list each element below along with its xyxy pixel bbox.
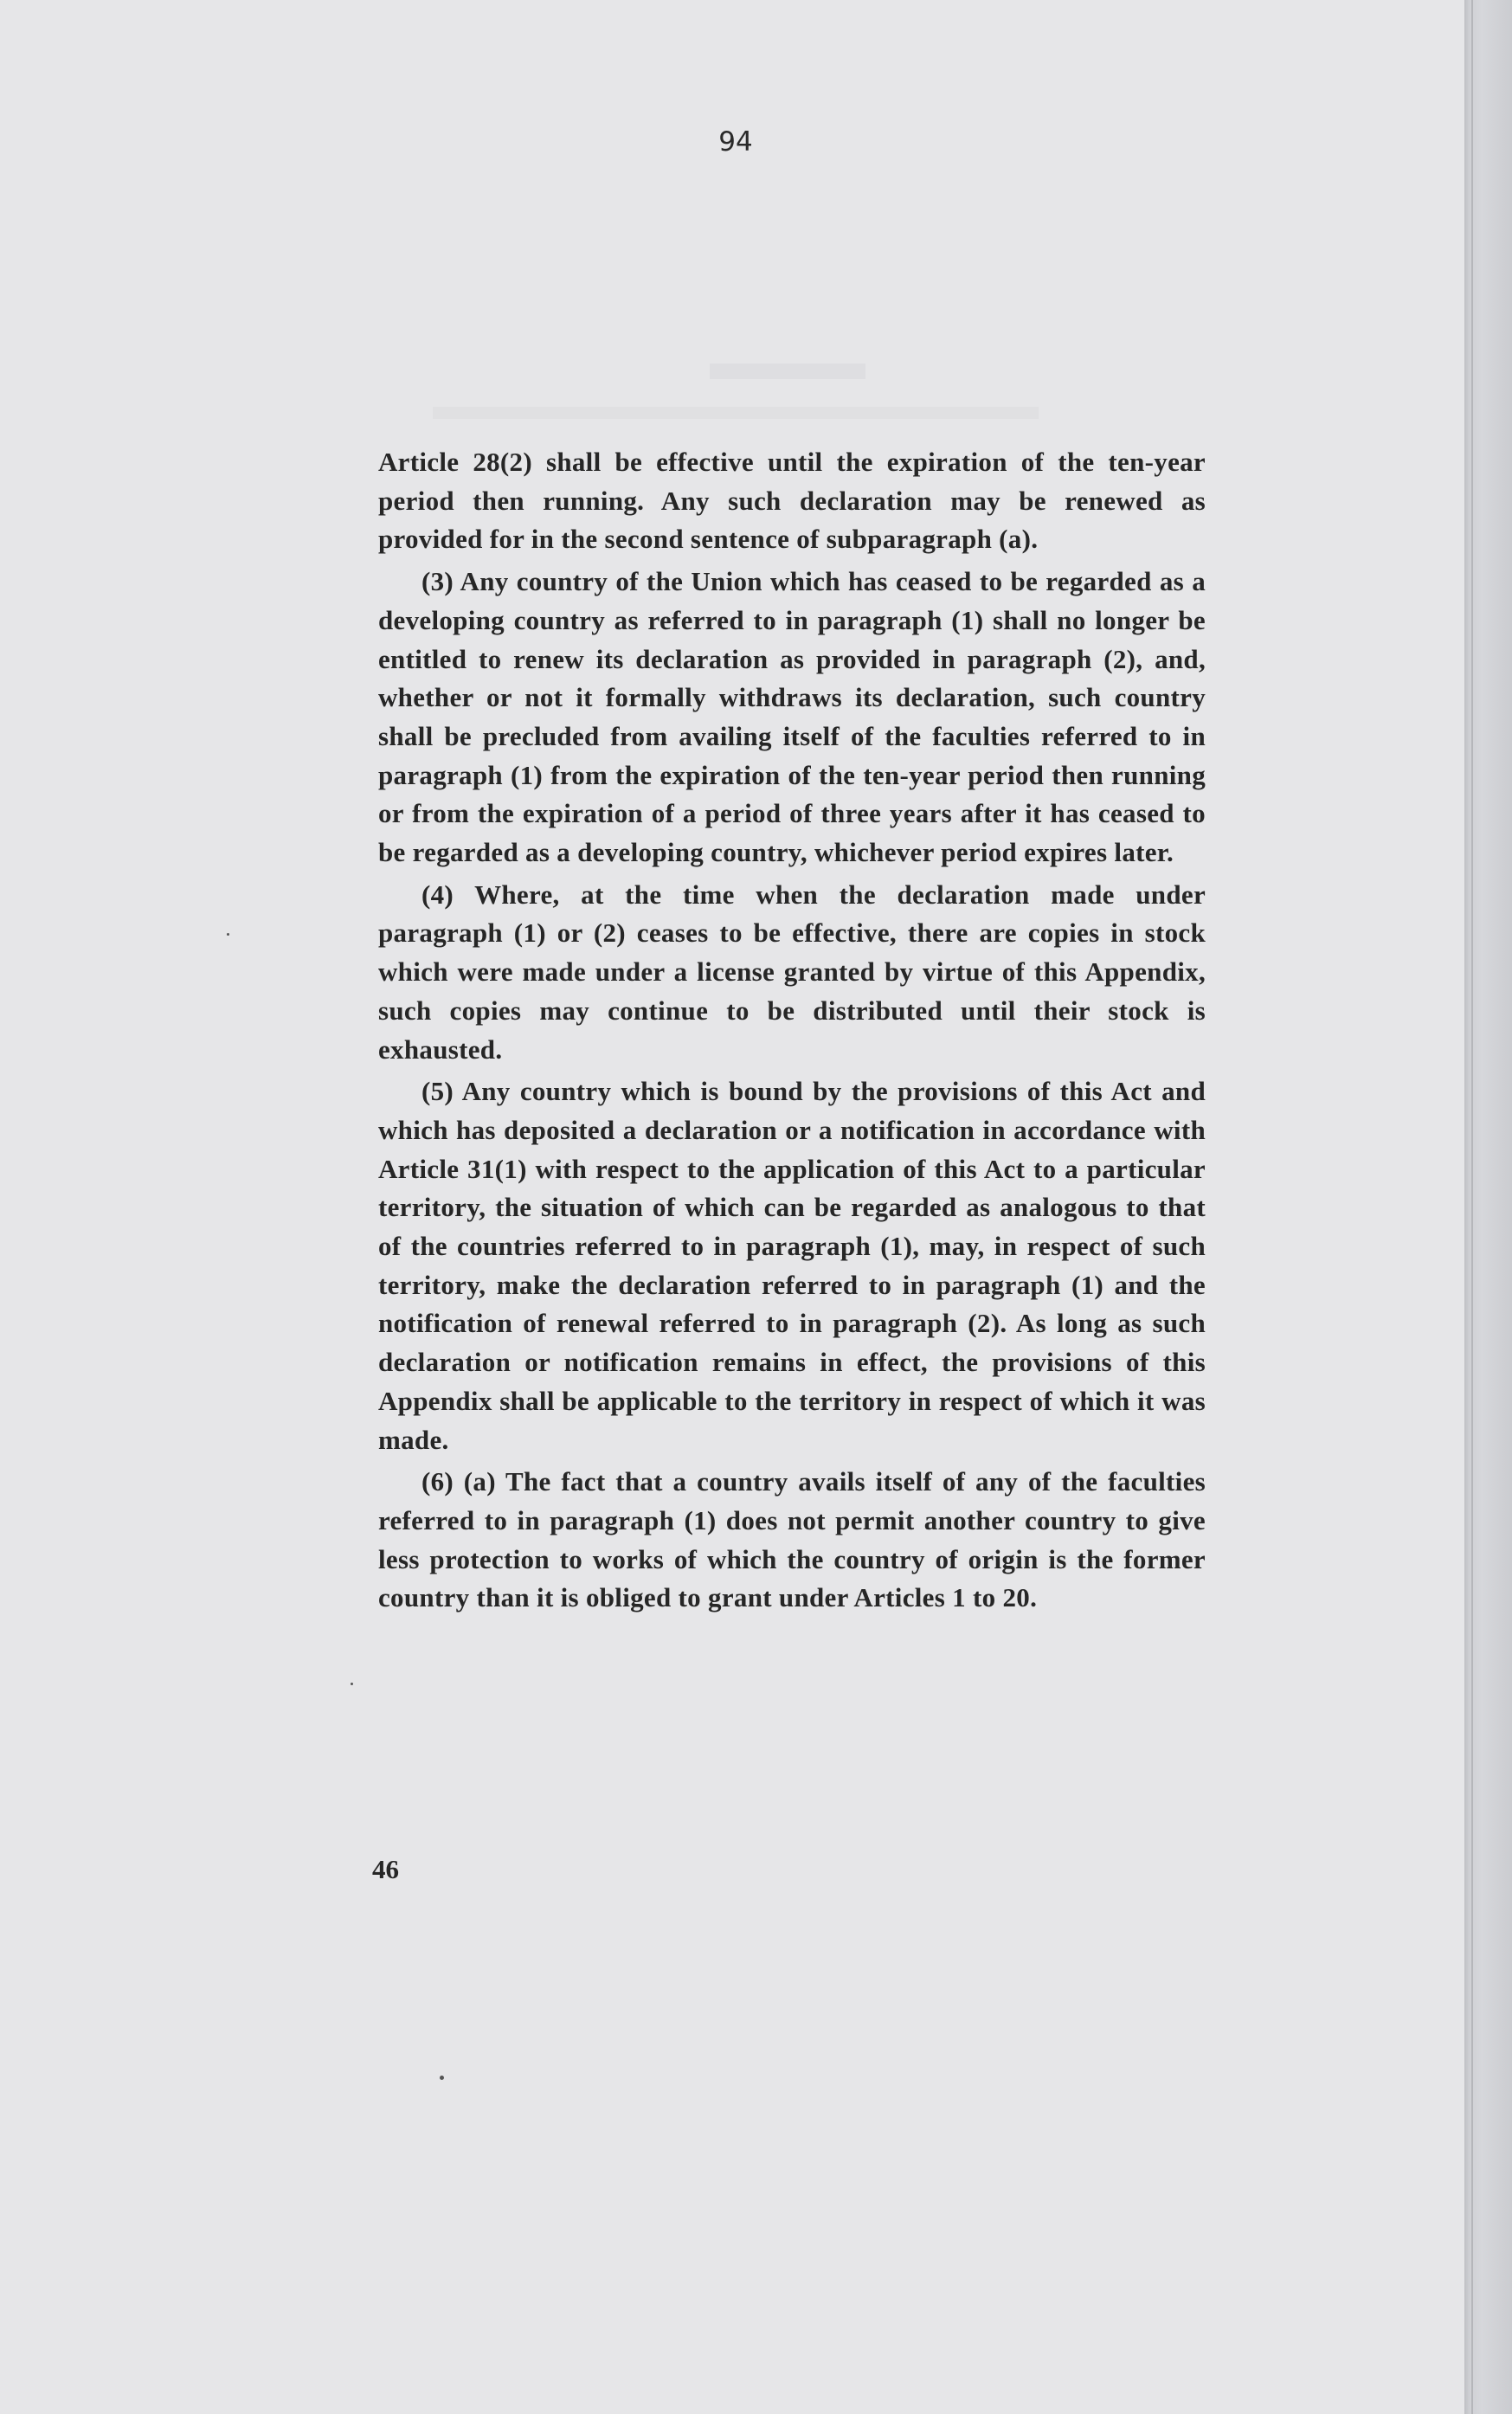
article-text: [378, 443, 1206, 1618]
paragraph-5: (5) Any country which is bound by the provisions of this Act and which has deposited a declaration or a notification in accordance with Article 31(1) with respect to the application of this Act to a particular territory, the situation of which can be regarded as analogous to that of the countries referred to in paragraph (1), may, in respect of such territory, make the declaration referred to in paragraph (1) and the notification of renewal referred to in paragraph (2). As long as such declaration or notification remains in effect, the provisions of this Appendix shall be applicable to the territory in respect of which it was made.: [378, 1076, 1206, 1455]
paragraph-4: (4) Where, at the time when the declaration made under paragraph (1) or (2) ceases to be effective, there are copies in stock which were made under a license granted by virtue of this Appendix, such copies may continue to be distributed until their stock is exhausted.: [378, 879, 1206, 1065]
page-number-top: 94: [718, 126, 753, 158]
bleed-through-mark: [433, 407, 1039, 419]
dust-speck: [227, 933, 229, 936]
dust-speck: [351, 1683, 353, 1685]
bleed-through-mark: [710, 364, 865, 379]
paragraph-continuation: Article 28(2) shall be effective until the expiration of the ten-year period then running. Any such declaration may be renewed as provided for in the second sentence of subparagraph (a).: [378, 447, 1206, 555]
dust-speck: [440, 2076, 444, 2080]
paragraph-6a: (6) (a) The fact that a country avails itself of any of the faculties referred to in paragraph (1) does not permit another country to give less protection to works of which the country of origin is the former country than it is obliged to grant under Articles 1 to 20.: [378, 1466, 1206, 1613]
paragraph-3: (3) Any country of the Union which has ceased to be regarded as a developing country as referred to in paragraph (1) shall no longer be entitled to renew its declaration as provided in paragraph (2), and, whether or not it formally withdraws its declaration, such country shall be precluded from availing itself of the faculties referred to in paragraph (1) from the expiration of the ten-year period then running or from the expiration of a period of three years after it has ceased to be regarded as a developing country, whichever period expires later.: [378, 566, 1206, 868]
page-edge-line: [1471, 0, 1473, 2414]
page-number-bottom: 46: [372, 1854, 399, 1884]
